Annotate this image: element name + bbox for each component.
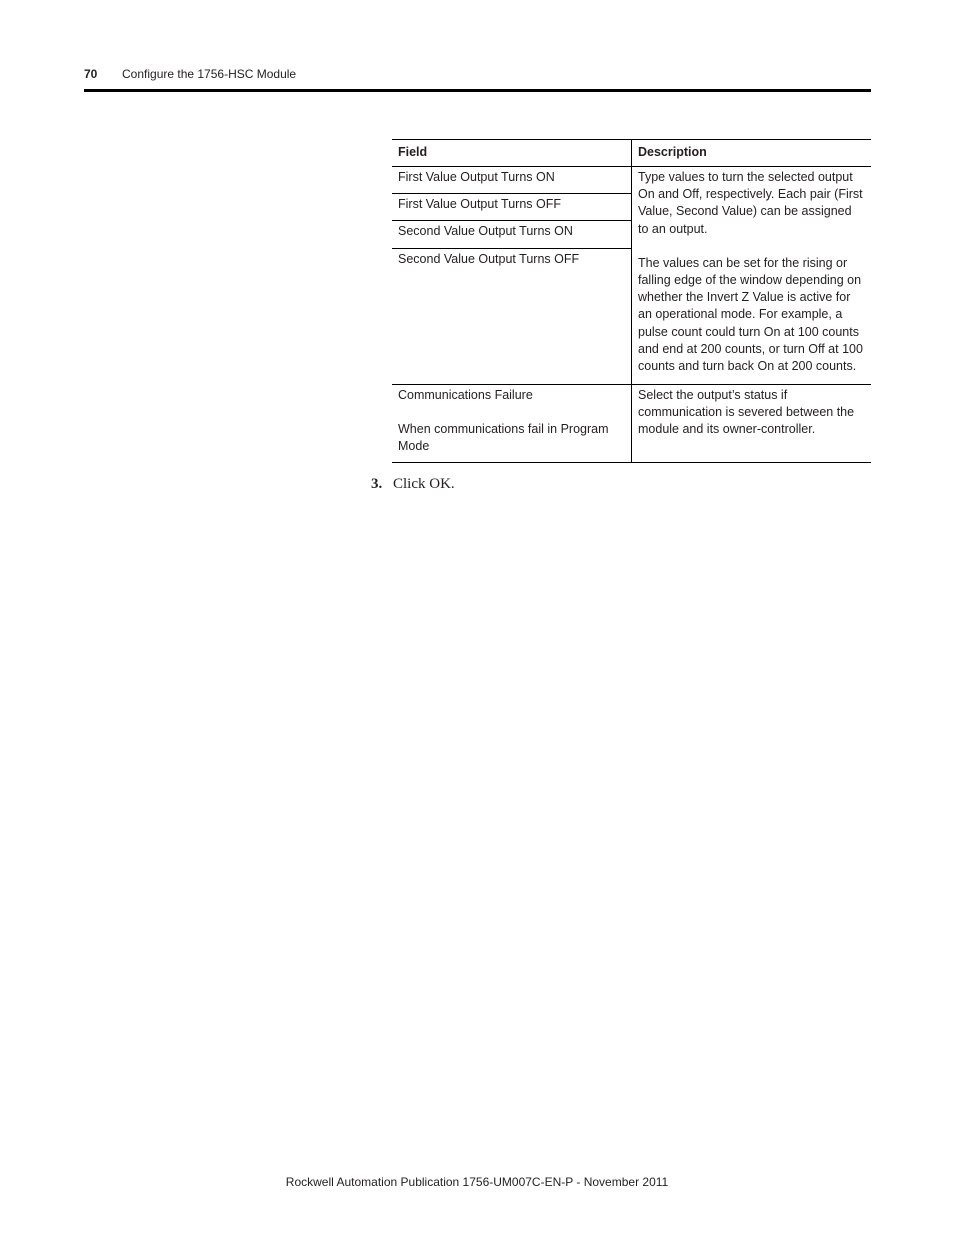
field-cell: [392, 384, 632, 463]
header-title: Configure the 1756-HSC Module: [122, 67, 297, 81]
table-row: [392, 384, 871, 463]
column-header-field: Field: [392, 140, 632, 167]
description-cell: [632, 167, 872, 385]
description-cell: Select the output’s status if communication is severed between the module and its owner-controller.: [638, 387, 855, 437]
footer-publication: Rockwell Automation Publication 1756-UM007C-EN-P - November 2011: [285, 1175, 669, 1189]
field-paragraph: Communications Failure: [398, 387, 533, 402]
field-paragraph: When communications fail in Program Mode: [398, 421, 609, 454]
field-cell: Second Value Output Turns ON: [392, 221, 632, 248]
description-paragraph: Type values to turn the selected output On and Off, respectively. Each pair (First Value, Second Value) can be assigned to an output.: [638, 170, 863, 236]
field-description-table: [392, 139, 871, 463]
table-row: [392, 167, 871, 194]
table-header-row: [392, 140, 871, 167]
page-number: 70: [84, 67, 98, 81]
page-footer: [0, 1175, 954, 1189]
field-cell: First Value Output Turns ON: [392, 167, 632, 194]
description-paragraph: The values can be set for the rising or falling edge of the window depending on whether the Invert Z Value is active for an operational mode. For example, a pulse count could turn On at 100 counts and end at 200 counts, or turn Off at 100 counts and turn back On at 200 counts.: [638, 255, 863, 374]
step-item: [371, 476, 455, 493]
step-text: Click OK.: [393, 476, 455, 492]
step-number: 3.: [371, 476, 383, 492]
field-cell: Second Value Output Turns OFF: [392, 248, 632, 384]
header-rule: [84, 89, 871, 92]
column-header-description: Description: [632, 140, 872, 167]
field-cell: First Value Output Turns OFF: [392, 194, 632, 221]
